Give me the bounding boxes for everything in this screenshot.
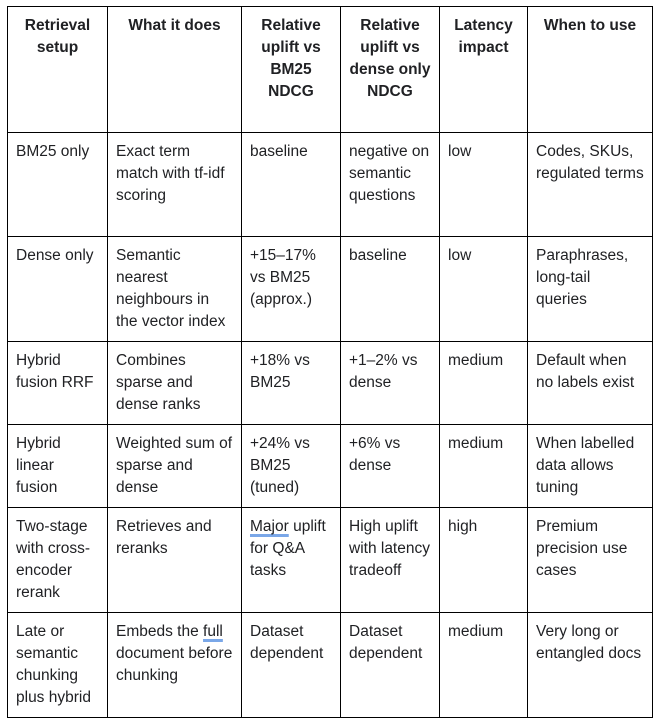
header-retrieval-setup: Retrieval setup: [8, 7, 108, 133]
table-row: [8, 425, 653, 508]
cell-uplift-bm25: Dataset dependent: [242, 613, 341, 718]
cell-setup: Late or semantic chunking plus hybrid: [8, 613, 108, 718]
cell-latency: medium: [440, 613, 528, 718]
cell-what-it-does: Retrieves and reranks: [108, 508, 242, 613]
cell-uplift-bm25: +15–17% vs BM25 (approx.): [242, 237, 341, 342]
cell-text: Embeds the: [116, 623, 204, 640]
header-latency-impact: Latency impact: [440, 7, 528, 133]
cell-uplift-dense: baseline: [341, 237, 440, 342]
header-when-to-use: When to use: [528, 7, 653, 133]
header-what-it-does: What it does: [108, 7, 242, 133]
header-uplift-vs-dense: Relative uplift vs dense only NDCG: [341, 7, 440, 133]
cell-setup: Hybrid fusion RRF: [8, 342, 108, 425]
cell-what-it-does: Combines sparse and dense ranks: [108, 342, 242, 425]
cell-latency: medium: [440, 342, 528, 425]
cell-when-to-use: Default when no labels exist: [528, 342, 653, 425]
cell-setup: BM25 only: [8, 133, 108, 237]
table-row: [8, 508, 653, 613]
table-row: [8, 133, 653, 237]
cell-what-it-does: Semantic nearest neighbours in the vector index: [108, 237, 242, 342]
cell-uplift-bm25: [242, 508, 341, 613]
cell-what-it-does: Weighted sum of sparse and dense: [108, 425, 242, 508]
cell-when-to-use: Very long or entangled docs: [528, 613, 653, 718]
cell-text: document before chunking: [116, 645, 233, 684]
cell-setup: Dense only: [8, 237, 108, 342]
spellcheck-marked-word[interactable]: full: [203, 623, 223, 640]
cell-when-to-use: When labelled data allows tuning: [528, 425, 653, 508]
cell-setup: Hybrid linear fusion: [8, 425, 108, 508]
cell-when-to-use: Premium precision use cases: [528, 508, 653, 613]
table-row: [8, 613, 653, 718]
header-uplift-vs-bm25: Relative uplift vs BM25 NDCG: [242, 7, 341, 133]
cell-latency: high: [440, 508, 528, 613]
cell-when-to-use: Codes, SKUs, regulated terms: [528, 133, 653, 237]
cell-uplift-dense: +6% vs dense: [341, 425, 440, 508]
cell-uplift-bm25: +24% vs BM25 (tuned): [242, 425, 341, 508]
cell-when-to-use: Paraphrases, long-tail queries: [528, 237, 653, 342]
spellcheck-marked-word[interactable]: Major: [250, 518, 289, 535]
cell-uplift-dense: High uplift with latency tradeoff: [341, 508, 440, 613]
retrieval-comparison-table: [7, 6, 653, 718]
cell-what-it-does: Exact term match with tf-idf scoring: [108, 133, 242, 237]
cell-uplift-dense: negative on semantic questions: [341, 133, 440, 237]
cell-setup: Two-stage with cross-encoder rerank: [8, 508, 108, 613]
table-row: [8, 342, 653, 425]
cell-uplift-dense: Dataset dependent: [341, 613, 440, 718]
cell-uplift-bm25: baseline: [242, 133, 341, 237]
cell-what-it-does: [108, 613, 242, 718]
cell-uplift-dense: +1–2% vs dense: [341, 342, 440, 425]
cell-text: uplift for Q&A tasks: [250, 518, 326, 579]
cell-latency: medium: [440, 425, 528, 508]
cell-latency: low: [440, 237, 528, 342]
header-row: [8, 7, 653, 133]
table-row: [8, 237, 653, 342]
cell-uplift-bm25: +18% vs BM25: [242, 342, 341, 425]
cell-latency: low: [440, 133, 528, 237]
